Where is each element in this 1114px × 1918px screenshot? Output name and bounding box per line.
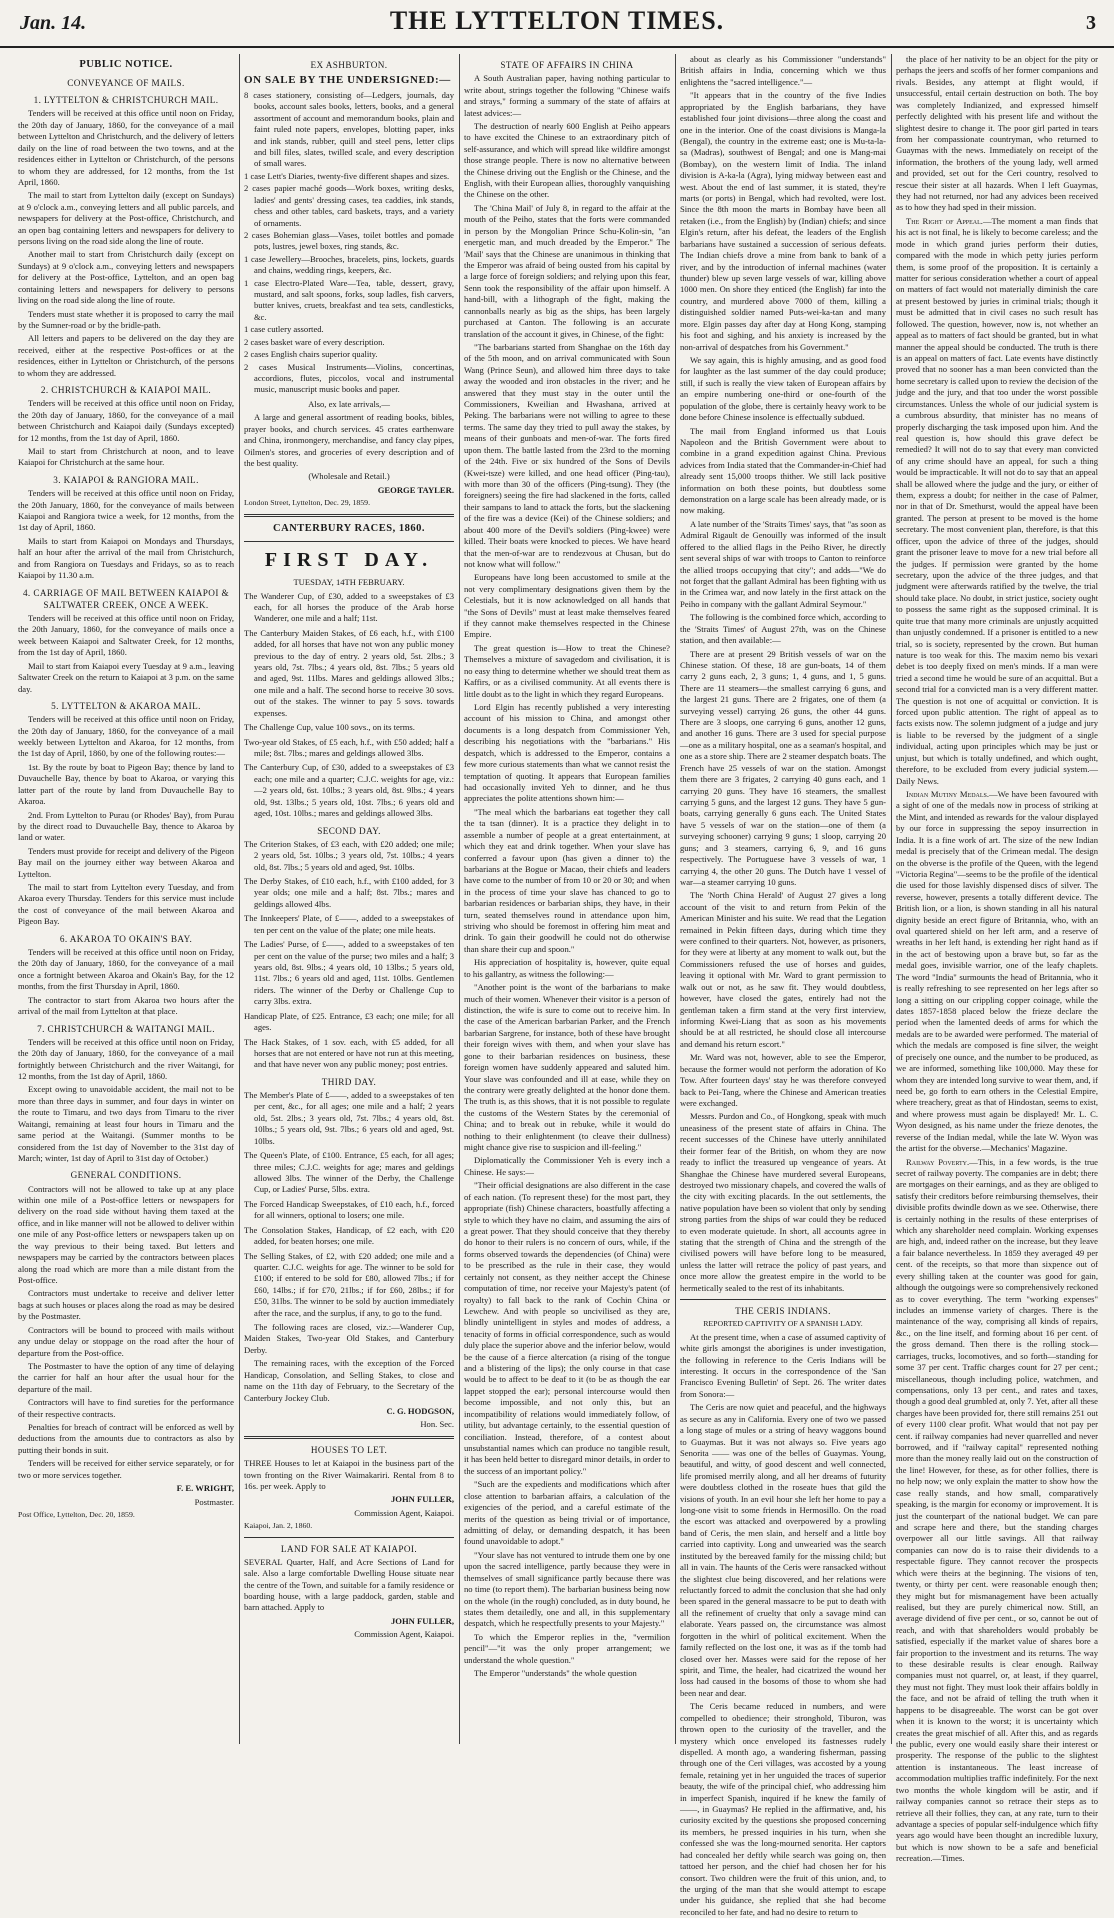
paragraph: The great question is—How to treat the Chinese? Themselves a mixture of savagedom and civilisation, it is no easy thing to determine whether we should treat them as Kaffirs, or as a civilised community. At all events there is little doubt as to the light in which they regard Europeans. [464,642,670,699]
paragraph-text: —This, in a few words, is the true secret of railway poverty. The companies are in debt; there are mortgages on their earnings, and as they are obliged to satisfy their creditors before reimbursing themselves, their divisible profits dwindle down as we see. Otherwise, there is certainly nothing in the results of these enterprises of which any shareholder need complain. Working expenses are high, and, indeed rather on the increase, but they leave a fair balance nevertheless. In 1859 they averaged 49 per cent. of the receipts, so that more than sixpence out of every shilling taken at the counter was good for gain, although the outgoings were so comprehensively reckoned as to cover everything. The term "working expenses" includes an immense variety of charges. There is the maintenance of the way, comprising all kinds of repairs, &c., on the line itself, and forming about 16 per cent. of the gross demand. Then there is the rolling stock—carriages, trucks, locomotives, and so forth—standing for some 37 per cent. Traffic charges count for 27 per cent.; miscellaneous, though including police, watchmen, and compensations, only 13 per cent., and rates and taxes, though a good deal grumbled at, only 7. Yet, after all these charges have been provided for, there still remains 251 out of every 1100 clear profit. What would that not pay per cent. if railway companies had never quarrelled and never borrowed, and if "railway capital" represented nothing more than the money really laid out on the construction of the line! However, for these, as for other follies, there is no help now; we only explain the matter to show how the case really stands, and how small, comparatively speaking, is the margin for economy or improvement. It is just the counterpart of the national budget. We can pare and scrape here and there, but the standing charges overpower all our little savings. All that railway companies can now do is to raise their dividends to a respectable figure. They cannot recover the prospects which were theirs at the beginning. The visions of ten, twenty, or thirty per cent. were reasonable enough then; they might but for mismanagement have been actually realised, but they are purely chimerical now. Still, an average dividend of five per cent., or so, cannot be out of reach, and with that shareholders would probably be satisfied, especially if the market value of shares bore a fair proportion to the investment and its returns. The way to these desirable results is clear enough. Railway companies must not quarrel, or, at least, if they quarrel, they must not fight. They must look their affairs boldly in the face, and not be afraid of telling the truth when it happens to be disagreeable. The worst can be got over when it is known to the worst; it is uncertainty which creates the great mischief of all. After this, and as regards the public, every one would easily share their interest or prosperity. The response of the public to the slightest attention is instantaneous. The least increase of accommodation multiplies traffic indefinitely. For the next two months the whole kingdom will be astir, and if railway companies cannot so retrace their steps as to retrieve all their follies, they can, at any rate, turn to their advantage a species of popular self-indulgence which fifty years ago would have been thought an incredible luxury, but which is now shown to be a safe and beneficial recreation.—Times. [896,1156,1099,1864]
paragraph: Tenders will be received at this office until noon on Friday, the 20th day of January, 1860, for the conveyance of a mail between Christchurch and Kaiapoi daily (Sundays excepted) for 12 months, from the 1st day of April, 1860. [18,398,234,443]
paragraph: The Ceris are now quiet and peaceful, and the highways as secure as any in California. Every one of two we passed a long stage of mules or a string of heavy waggons bound to Guaymas. But it was not always so. Five years ago Senorita —— was one of the belles of Guaymas. Young, beautiful, and witty, of good descent and well connected, life promised merrily along, and all her dreams of futurity were doubtless clothed in the roseate hues that gild the visions of youth. In an evil hour she left her home to pay a long-one visit to some friends in Hermosillo. On the road the escort was attacked and overpowered by a prowling band of Ceris, the men slain, and herself and a little boy carried into captivity. Long and unwearied was the search instituted by the bereaved family for the missing child; but all in vain. The haunts of the Ceris were ransacked without the slightest clue being discovered, and her relations were reluctantly forced to admit the conclusion that she had only been spared in the general massacre to be put to death with all the refinement of cruelty that only a savage mind can elaborate. Years passed on, the circumstance was almost forgotten in the whirl of political excitement. When the family reflected on the lost one, it was as if the tomb had closed over her. Masses were said for the repose of her spirit, and Time, the healer, had cicatrized the wound her loss had caused in the bosoms of those to whom she had been near and dear. [680,1402,886,1698]
article-title: STATE OF AFFAIRS IN CHINA [500,60,634,70]
paragraph: The contractor to start from Akaroa two hours after the arrival of the mail from Lyttelton at that place. [18,994,234,1017]
paragraph: The 'North China Herald' of August 27 gives a long account of the visit to and return from Pekin of the American Minister and his suite. We read that the Legation remained in Pekin fifteen days, during which time they were confined to their quarters. Not, however, as prisoners, for they were at liberty at any moment to walk out, but the Commissioners refused the use of horses and guides, leaving it optional with Mr. Ward to grant permission to walk out or not, as he saw fit. They would doubtless, however, have closed the gates, entirely had not the gentleman taken a firm stand at the very first interview, informing Kwei-Liang that as soon as his movements should be at all restricted, he should close all intercourse and demand his return escort." [680,890,886,1049]
notice-subheading: CONVEYANCE OF MAILS. [67,77,185,88]
divider [244,514,454,517]
ad-heading: HOUSES TO LET. [310,1444,388,1455]
ad-heading: LAND FOR SALE AT KAIAPOI. [280,1543,418,1554]
sale-item: 2 cases English chairs superior quality. [244,349,378,360]
race-list-day-3 [244,1090,454,1319]
section-title: 4. CARRIAGE OF MAIL BETWEEN KAIAPOI & SALTWATER CREEK, ONCE A WEEK. [22,587,230,610]
masthead [0,0,1114,48]
race-list-day-1 [244,591,454,820]
paragraph: Tenders will be received at this office until noon on Friday, the 20th day of January, 1860, for the conveyance of a mail weekly between Lyttelton and Akaroa, for 12 months, from the 1st day of April, 1860, by one of the following routes:— [18,714,234,759]
paragraph: Mr. Ward was not, however, able to see the Emperor, because the former would not perform the adoration of Ko Tow. After fourteen days' stay he was therefore conveyed back to Pei-Tang, where the Chinese and American treaties were exchanged. [680,1052,886,1108]
paragraph: "Another point is the wont of the barbarians to make much of their women. Whenever their visitor is a person of distinction, the wife is sure to come out to receive him. In the case of the American barbarian Parker, and the French barbarian Sargrene, for instance, both of these have brought their foreign wives with them, and when your slave has gone to their barbarian residences on business, these foreign women have suddenly appeared and saluted him. Your slave was confounded and ill at ease, while they on the contrary were greatly delighted at the honor done them. The truth is, as this shows, that it is not possible to regulate the customs of the Western States by the ceremonial of China; and to break out in rebuke, while it would do nothing to their enlightenment (to cleave their dullness) might chance give rise to suspicion and ill-feeling." [464,982,670,1153]
column-3-china-article [460,54,674,1744]
paragraph: The following is the combined force which, according to the 'Straits Times' of August 27th, was on the Chinese station, and then available:— [680,612,886,646]
paragraph: "It appears that in the country of the five Indies appropriated by the English barbarians, they have established four joint divisions—three along the coast and one in the interior. One of the coast divisions is Manga-la (Bengal), the country in the extreme east; one is Mu-ta-la-sa (Madras), southwest of Bengal; and one is Mang-mai (Bombay), on the western limit of India. The inland division is A-ka-la (Agra), lying midway between east and west. About the end of last summer, it is stated, they're marts (or ports) in Bengal, which had revolted, were lost. Since the 8th moon the marts in Bombay have been all retaken (i.e., from the English) by (Indian) chiefs; and since Elgin's return, after his defeat, the leaders of the English barbarians have sustained a succession of serious defeats. The Indian chiefs drove a mine from bank to bank of a river, and by the introduction of infernal machines (water thunder) blew up seven large vessels of war, killing above 1000 men. On shore they enticed (the English) far into the country, and murdered above 7000 of them, killing a distinguished soldier named Puts-wei-ka-tan and many more. Elgin passes day after day at Hong Kong, stamping his foot and sighing, and his anxiety is increased by the non-arrival of despatches from his Government." [680,90,886,352]
paragraph: the place of her nativity to be an object for the pity or perhaps the jeers and scoffs of her former companions and rivals. Besides, any attempt at flight would, if unsuccessful, entail certain destruction on both. The boy was completely Indianized, and expressed himself perfectly delighted with his present life and without the slightest desire to change it. The poor girl parted in tears from her compassionate countryman, who returned to Guaymas with the news. Immediately on receipt of the information, the brothers of the young lady, well armed and provided, set out for the Ceri country, resolved to rescue their sister at all hazards. When I left Guaymas, they had not returned, nor had any advices been received as to how they had sped in their mission. [896,54,1098,213]
paragraph: The Postmaster to have the option of any time of delaying the carrier for half an hour after the usual hour for the departure of the mail. [18,1360,234,1394]
paragraph [896,789,1098,1155]
paragraph: All letters and papers to be delivered on the day they are received, either at the respective Post-offices or at the residences, either in Lyttelton or Christchurch, of the persons to whom they are addressed. [18,333,234,378]
signature-place: Kaiapoi, Jan. 2, 1860. [244,1521,313,1531]
paragraph: Tenders will be received for either service separately, or for two or more services together. [18,1458,234,1480]
paragraph-lead: Railway Poverty. [906,1156,970,1167]
paragraph: The mail from England informed us that Louis Napoleon and the British Government were about to combine in a grand expedition against China. Previous advices from India stated that the Commander-in-Chief had already sent 15,000 troops thither. We still lack positive information on both these points, but doubtless some demonstration on a large scale has been already made, or is now making. [680,425,886,516]
paragraph: A large and general assortment of reading books, bibles, prayer books, and church services. 45 crates earthenware and China, ironmongery, merchandise, and fancy clay pipes, Oilmen's stores, and groceries of every description and of the best quality. [244,412,454,468]
paragraph [896,1157,1098,1865]
race-date: TUESDAY, 14TH FEBRUARY. [293,577,405,588]
paragraph: A late number of the 'Straits Times' says, that "as soon as Admiral Rigault de Genouilly was informed of the insult offered to the allied flags in the Peiho River, he directly sent several ships of war with troops to Canton to reinforce the allied troops occupying that city"; and adds—"We do not forget that the gallant Admiral has been fighting with us in the Crimea war, and now lately in the first attack on the Peiho in company with the gallant Admiral Seymour." [680,518,886,609]
sale-item: 1 case Electro-Plated Ware—Tea, table, dessert, gravy, mustard, and salt spoons, forks, soup ladles, fish carvers, butter knives, cruets, breakfast and tea sets, candlesticks, &c. [244,277,454,322]
paragraph: Tenders must state whether it is proposed to carry the mail by the Sumner-road or by the bridle-path. [18,308,234,331]
paragraph: about as clearly as his Commissioner "understands" British affairs in India, concerning which we thus enlightens the "sacred intelligence."— [680,54,886,87]
paragraph: "Your slave has not ventured to intrude them one by one upon the sacred intelligence, partly because they were in themselves of small significance partly because there was no time (to report them). The barbarian business being now on the whole (in the rough) concluded, as in duty bound, he states them detailedly, one and all, in this supplementary despatch, which he respectfully presents to your Majesty." [464,1549,670,1629]
paragraph: Tenders will be received at this office until noon on Friday, the 20th day of January, 1860, for the conveyance of a mail once a fortnight between Akaroa and Okain's Bay, for the 12 months, from the first Thursday in April, 1860. [18,946,234,992]
sale-item: 2 cases Bohemian glass—Vases, toilet bottles and pomade pots, lustres, jewel boxes, ring stands, &c. [244,229,454,252]
signature: JOHN FULLER, [390,1615,454,1626]
signature-title: Commission Agent, Kaiapoi. [354,1507,454,1518]
column-5-articles [892,54,1102,1864]
race-entry: The Forced Handicap Sweepstakes, of £10 each, h.f., forced for all winners, optional to losers; one mile. [244,1198,454,1221]
race-entry: The Canterbury Cup, of £30, added to a sweepstakes of £3 each; one mile and a quarter; C.J.C. weights for age, viz.:—2 years old, 6st. 10lbs.; 3 years old, 8st. 9lbs.; 4 years old, 9st. 13lbs.; 5 years old, 10st. 7lbs.; 6 years old and aged, 10st. 10lbs.; mares and geldings allowed 3lbs. [244,762,454,819]
paragraph: Contractors must undertake to receive and deliver letter bags at such houses or places along the road as may be desired by the Postmaster. [18,1288,234,1322]
race-entry: The Member's Plate of £——, added to a sweepstakes of ten per cent, &c., for all ages; one mile and a half; 2 years old, 5st. 2lbs.; 3 years old, 7st. 7lbs.; 4 years old, 8st. 10lbs.; 5 years old, 9st. 7lbs.; 6 years old and aged, 9st. 10lbs. [244,1090,454,1146]
paragraph: The 'China Mail' of July 8, in regard to the affair at the mouth of the Peiho, states that the forts were commanded in person by the Mongolian Prince Schu-Kolin-sin, "an energetic man, and much dreaded by the Emperor." The 'Mail' says that the Chinese are unanimous in thinking that the Emperor was afraid of being ousted from his capital by a large force of foreign soldiers; and relying upon this fear, Senn took the responsibility of the affair upon himself. A hand-bill, with a lithograph of the fight, making the cannonballs nearly as big as the ships, has been largely purchased at Canton. The following is an accurate translation of the account it gives, in Chinese, of the fight: [464,202,670,339]
sale-item: 1 case cutlery assorted. [244,324,324,335]
race-entry: The Wanderer Cup, of £30, added to a sweepstakes of £3 each, for all horses the produce of the Arab horse Wanderer, one mile and a half; 11st. [244,590,454,624]
column-1-mail-notice [14,54,238,1744]
page-number: 3 [1086,12,1096,34]
paragraph: We say again, this is highly amusing, and as good food for laughter as the last summer of the day could produce; still, if such is really the view taken of European affairs by an empire numbering one-third or one-fourth of the population of the globe, there is certainly heavy work to be done before Chinese insolence is effectually subdued. [680,354,886,423]
paragraph-text: —We have been favoured with a sight of one of the medals now in process of striking at the Mint, and intended as rewards for the valour displayed by our force in suppressing the sepoy insurrection in India. It is a fine work of art. The size of the new Indian medal is precisely that of the Crimean medal. The design on the obverse is the profile of the Queen, with the legend "Victoria Regina"—seems to be the profile of the identical die used for those lavishly dispensed discs of silver. The reverse, however, presents a totally different device. The British lion, or a lion, is shown standing in all his natural dignity beside an erect figure of Britannia, who, with an oval quartered shield on her left arm, and a reserve of wreaths in her left hand, is extending her right hand as if in the act of bestowing upon a brave but, so far as the medal goes, invisible warrior, one of the leafy chaplets. The word "India" surmounts the head of Britannia, who it is really refreshing to see represented on her legs after so long a sitting on our crippling copper coinage, while the dates 1857-1858 placed below the frieze declare the period when the lamented deeds of arms for which the medals are to be awarded were performed. The material of which the medals are composed is fine silver, the weight of precisely one ounce, and the number to be produced, as we are informed, something like 100,000. May these for whom they are intended long survive to wear them, and, if need be, go forth to earn others in the Celestial Empire, where treachery, great as that of Hindostan, seems to exist, and where prowess must again be displayed! Mr. L. C. Wyon designed, as his name under the frieze denotes, the reverse of the Indian medal, while the late W. Wyon was the artist for the obverse.—Mechanics' Magazine. [896,789,1098,1154]
sale-item: 1 case Lett's Diaries, twenty-five different shapes and sizes. [244,170,450,181]
signature: JOHN FULLER, [390,1494,454,1505]
signature-title: Hon. Sec. [420,1419,454,1430]
paragraph: Mail to start from Christchurch at noon, and to leave Kaiapoi for Christchurch at the same hour. [18,446,234,468]
paragraph: At the present time, when a case of assumed captivity of white girls amongst the aborigines is under investigation, the following in reference to the Ceris Indians will be interesting. It occurs in the correspondence of the 'San Francisco Evening Bulletin' of Sept. 26. The writer dates from Sonora:— [680,1331,886,1399]
paragraph: To which the Emperor replies in the, "vermilion pencil"—"it was the only proper arrangement; we understand the whole question." [464,1631,670,1665]
day-heading: SECOND DAY. [317,825,381,836]
section-title: GENERAL CONDITIONS. [70,1170,182,1181]
sale-item: 1 case Jewellery—Brooches, bracelets, pins, lockets, guards and chains, wedding rings, keepers, &c. [244,253,454,276]
column-4-articles [676,54,890,1917]
also-label: Also, ex late arrivals,— [308,398,390,409]
paragraph: Contractors will be bound to proceed with mails without any undue delay or stoppage on the road after the hour of departure from the Post-office. [18,1324,234,1358]
signature-title: Postmaster. [194,1496,234,1507]
sale-item: 8 cases stationery, consisting of—Ledgers, journals, day books, account sales books, letters, books, and a general assortment of account and memorandum books, plain and faint ruled note papers, envelopes, blotting paper, inks and ink stands, rubber, quill and steel pens, letter clips and bill files, slates, twilled scale, and every description of small wares. [244,89,454,169]
paragraph: The destruction of nearly 600 English at Peiho appears to have excited the Chinese to an extraordinary pitch of self-assurance, and which will spread like wildfire amongst those strange people. There is now no alternative between the Chinese driving out the English or the Chinese, and the English, with their European allies, thoroughly vanquishing the Chinese on the other. [464,120,670,200]
issue-date: Jan. 14. [20,12,87,34]
race-entry: The Criterion Stakes, of £3 each, with £20 added; one mile; 2 years old, 5st. 10lbs.; 3 years old, 7st. 10lbs.; 4 years old, 8st. 7lbs.; 5 years old and aged, 9st. 10lbs. [244,838,454,872]
divider [244,1436,454,1439]
race-list-day-2 [244,839,454,1071]
article-body [680,54,886,1294]
paragraph: Lord Elgin has recently published a very interesting account of his mission to China, and amongst other documents is a long despatch from Commissioner Yeh, describing his negotiations with the "barbarians." His despatch, which is addressed to the Emperor, contains a few more curious statements than what we cannot resist the temptation of quoting. It appears that European families had occasionally invited Yeh to dinner, and he thus appreciates the polite attentions shown him:— [464,702,670,804]
paragraph: Contractors will not be allowed to take up at any place within one mile of a Post-office letters or newspapers for delivery on the road side without having them taxed at the office, and in like manner will not be allowed to deliver within one mile of any Post-office letters or newspapers taken up on the way previous to their being taxed. But letters and newspapers may be carried by the contractors between places along the road which are more than a mile distant from the Post-office. [18,1183,234,1285]
paragraph: Contractors will have to find sureties for the performance of their respective contracts. [18,1397,234,1419]
article-title: THE CERIS INDIANS. [735,1306,831,1317]
section-title: 5. LYTTELTON & AKAROA MAIL. [51,700,201,711]
article-body [896,54,1098,214]
paragraph: The Emperor "understands" the whole question [474,1668,637,1679]
day-heading: FIRST DAY. [264,548,434,571]
signature-place: Post Office, Lyttelton, Dec. 20, 1859. [18,1510,135,1520]
signature-title: Commission Agent, Kaiapoi. [354,1629,454,1640]
paragraph: Tenders will be received at this office until noon on Friday, the 20th January, 1860, for the conveyance of mails once a week between Kaiapoi and Saltwater Creek, for 12 months, from the 1st day of April, 1860. [18,612,234,658]
divider [244,1537,454,1538]
section-title: 2. CHRISTCHURCH & KAIAPOI MAIL. [40,385,212,396]
paragraph: Another mail to start from Christchurch daily (except on Sundays) at 9 o'clock a.m., conveying letters and newspapers for delivery at the Post-office, Lyttelton, and an open bag containing letters and newspapers for delivery to persons living on the road side along the line of route. [18,249,234,306]
race-entry: The Innkeepers' Plate, of £——, added to a sweepstakes of ten per cent on the value of the plate; one mile heats. [244,913,454,935]
paragraph: Except owing to unavoidable accident, the mail not to be more than three days in summer, and four days in winter on the route to Timaru, and two days from Timaru to the river Waitangi, remaining at least four hours in Timaru and the same period at the Waitangi. (Summer months to be considered from the 1st day of November to the 31st day of March; winter, 1st day of April to 31st day of October.) [18,1084,234,1163]
paragraph: The Ceris became reduced in numbers, and were compelled to obedience; their stronghold, Tiburon, was thrown open to the curiosity of the traveller, and the mystery which once enveloped its fastnesses rudely dispelled. A month ago, a wandering fisherman, passing through one of the Ceri villages, was accosted by a young female, retaining yet in her unguided the traces of superior beauty, the wife of the principal chief, who addressing him in imperfect Spanish, inquired if he knew the family of ——, in Guaymas? He replied in the affirmative, and, his curiosity excited by the questions she proposed concerning its members, he pressed inquiries in his turn, when she confessed she was the long-mourned senorita. Her captors had concealed her deftly while search was going on, then tattoed her person, and the chief had chosen her for his consort. Two children were the fruit of this union, and, to the urging of the man that she would attempt to escape under his guidance, she replied that she had become reconciled to her fate, and had no desire to return to [680,1701,886,1917]
paragraph: THREE Houses to let at Kaiapoi in the business part of the town fronting on the River Waimakariri. Rental from 8 to 16s. per week. Apply to [244,1458,454,1491]
signature: C. G. HODGSON, [386,1406,454,1416]
race-entry: The Derby Stakes, of £10 each, h.f., with £100 added, for 3 year olds; one mile and a half; 8st. 7lbs.; mares and geldings allowed 4lbs. [244,876,454,909]
signature-place: London Street, Lyttelton, Dec. 29, 1859. [244,498,371,508]
race-entry: The Consolation Stakes, Handicap, of £2 each, with £20 added, for beaten horses; one mile. [244,1224,454,1247]
race-entry: Two-year old Stakes, of £5 each, h.f., with £50 added; half a mile; 8st. 7lbs.; mares and geldings allowed 3lbs. [244,736,454,759]
paragraph: "Their official designations are also different in the case of each nation. (To represent these) for the most part, they appropriate (fish) Chinese characters, boastfully affecting a style to which they have no claim, and assuming the airs of a great power. That they should conceive that they thereby do honor to their rulers is no concern of ours, while, if the forms observed towards the dependencies (of China) were to be prescribed as the rule in their case, they would certainly not consent, as they neither accept the Chinese computation of time, nor receive your Majesty's patent (of royalty) to fall back to the rank of Cochin China or Lewchew. And with people so uncivilised as they are, blindly unintelligent in styles and modes of address, a tenacity of forms in official correspondence, such as would duly place the superior above and the inferior below, would be the cause of a fierce altercation (a rising of the tongue and a blistering of the lips); the only course in that case would be to affect to be deaf to it (to be as though the ear lappet stopped the ear); personal intercourse would then become impossible, and not only this, but an incompatibility of relations would immediately follow, of utility, but advantage certainly, to the essential question of conciliation. Instead, therefore, of a contest about unsubstantial names which can produce no tangible result, it has been held better to disregard minor details, in order to the success of an important policy." [464,1180,670,1476]
signature: GEORGE TAYLER. [377,484,454,495]
race-entry: The Queen's Plate, of £100. Entrance, £5 each, for all ages; three miles; C.J.C. weights for age; mares and geldings allowed 3lbs. The winner of the Derby, the Challenge Cup, or Ladies' Purse, 5lbs. extra. [244,1150,454,1195]
paragraph [896,216,1098,787]
paragraph: "The barbarians started from Shanghae on the 16th day of the 5th moon, and on arrival communicated with Soun Wang (Prince Seun), and allowed him three days to take away the wooded and iron obstacles in the river; and he answered that they must stay in the outer until the Commissioners, Kweilian and Hwashana, arrived at Peking. The barbarians were not willing to agree to these terms. The same day they tried to pull away the stakes, by means of their gunboats and men-of-war. The forts fired upon them. The battle lasted from the 23rd to the morning of the 24th. Five or six hundred of the Sons of Devils (Kwei-tsze) were killed, and one head officer (Ping-tau), with more than 30 of the officers (Ping-tsung). They (the foreigners) seeing the fire had slackened in the forts, called their sampans to land to attack the forts, but the slackening of the fire was a device (Kei) of the Chinese soldiers; and about 400 more of the Devil's soldiers (Ping-kwee) were killed. Their boats were knocked to pieces. We have heard that the men-of-war are to rendezvous at Chusan, but do not know what will follow." [464,341,670,569]
sale-item: 2 cases papier maché goods—Work boxes, writing desks, ladies' and gents' dressing cases, tea caddies, ink stands, chess and other tables, card baskets, trays, and a variety of ornaments. [244,183,454,228]
divider [244,541,454,542]
paragraph-lead: The Right of Appeal. [906,215,983,226]
sale-intro: ON SALE BY THE UNDERSIGNED:— [244,74,451,87]
race-entry: The Canterbury Maiden Stakes, of £6 each, h.f., with £100 added, for all horses that have not won any public money previous to the day of entry. 2 years old, 5st. 2lbs.; 3 years old, 7st. 7lbs.; 4 years old, 8st. 7lbs.; 5 years old and aged, 9st. 11lbs. Mares and geldings allowed 3lbs.; one mile and a half. The second horse to receive 30 sovs. out of the stakes. The winner to pay 5 sovs. towards expenses. [244,627,454,718]
section-title: 3. KAIAPOI & RANGIORA MAIL. [53,474,199,485]
sale-item: 2 cases basket ware of every description. [244,336,385,347]
paragraph: The remaining races, with the exception of the Forced Handicap, Consolation, and Selling Stakes, to close and name on the 11th day of February, to the Secretary of the Canterbury Jockey Club. [244,1358,454,1403]
paragraph: A South Australian paper, having nothing particular to write about, strings together the following "Chinese waifs and strays," forming a summary of the state of affairs at latest advices:— [464,73,670,118]
race-entry: The Selling Stakes, of £2, with £20 added; one mile and a quarter. C.J.C. weights for age. The winner to be sold for £100; if entered to be sold for £80, allowed 7lbs.; if for £60, 14lbs.; if for £70, 21lbs.; if for £60, 28lbs.; if for £50, 31lbs. The winner to be sold by auction immediately after the race, and the surplus, if any, to go to the fund. [244,1250,454,1318]
sale-items-list [244,90,454,396]
paragraph: Tenders will be received at this office until noon on Friday, the 20th January, 1860, for the conveyance of mails between Kaiapoi and Rangiora twice a week, for 12 months, from the 1st day of April, 1860. [18,488,234,533]
paragraph: The following races are closed, viz.:—Wanderer Cup, Maiden Stakes, Two-year Old Stakes, and Canterbury Derby. [244,1322,454,1355]
paragraph: "The meal which the barbarians eat together they call the ta tsan (dinner). It is a practice they delight in to assemble a number of people at a great entertainment, at which they eat and drink together. When your slave has conferred a favour upon (has given a dinner to) the barbarians at the Bogue or Macao, their chiefs and leaders have come to the number of from 10 or 20 or 30; and when in the process of time your slave has chanced to go to barbarian residences or barbarian ships, they have, in their turn, seated themselves round in attendance upon him, striving who should be foremost in offering him meat and drink. To gain their goodwill he could not do otherwise than share their cup and spoon." [464,806,670,954]
section-title: 7. CHRISTCHURCH & WAITANGI MAIL. [37,1023,215,1034]
paragraph: Penalties for breach of contract will be enforced as well by deductions from the amounts due to contractors as also by putting their bonds in suit. [18,1422,234,1455]
paragraph: Mails to start from Kaiapoi on Mondays and Thursdays, half an hour after the arrival of the mail from Christchurch, and from Rangiora on Tuesdays and Fridays, so as to reach Kaiapoi by 11.30 a.m. [18,535,234,581]
paragraph: Messrs. Purdon and Co., of Hongkong, speak with much uneasiness of the present state of affairs in China. The recent successes of the Chinese have utterly annihilated their former fear of the British, on whom they are now ready to inflict the treasured up vengeance of years. At Shanghae the Chinese have murdered several Europeans, destroyed two missionary chapels, and covered the walls of the city with exciting placards. In the out settlements, the native population have been so violent that only by sending strong parties from the ships of war could they be reduced to even moderate quietude. In short, all accounts agree in stating that the strength of China and the strength of the civilised powers will have before long to be measured, unless the latter will retrace the policy of past years, and once more allow the greatest empire in the world to be hermetically sealed to the rest of its inhabitants. [680,1111,886,1293]
article-body [680,1332,886,1918]
paragraph: The mail to start from Lyttelton daily (except on Sundays) at 9 o'clock a.m., conveying letters and all public parcels, and newspapers for delivery at the Post-office, Christchurch, and an open bag containing letters and newspapers for delivery to persons living on the road side along the line of route. [18,190,234,247]
race-entry: Handicap Plate, of £25. Entrance, £3 each; one mile; for all ages. [244,1010,454,1033]
paragraph: 2nd. From Lyttelton to Purau (or Rhodes' Bay), from Purau by the direct road to Duvauchelle Bay, thence to Akaroa by land or water. [18,809,234,843]
paragraph: Europeans have long been accustomed to smile at the not very complimentary designations given them by the Celestials, but it is now acknowledged on all hands that "the Sons of Devils" must at least make themselves feared if they cannot make themselves respected in the Chinese Empire. [464,572,670,640]
paragraph: Tenders will be received at this office until noon on Friday, the 20th day of January, 1860, for the conveyance of a mail between Lyttelton and Christchurch, and the delivery of letters daily on the line of road between the two towns, and at the residences either in Lyttelton or Christchurch, of the persons to whom they are addressed, for 12 months, from the 1st April, 1860. [18,108,234,187]
divider [680,1299,886,1300]
race-entry: The Challenge Cup, value 100 sovs., on its terms. [244,722,415,733]
section-title: 6. AKAROA TO OKAIN'S BAY. [59,933,193,944]
race-entry: The Ladies' Purse, of £——, added to a sweepstakes of ten per cent on the value of the purse; two miles and a half; 3 years old, 8st. 9lbs.; 4 years old, 10 13lbs.; 5 years old, 11st. 7lbs.; 6 years old and aged, 11st. 10lbs. Gentlemen riders. The winner of the Derby or Challenge Cup to carry 3lbs. extra. [244,939,454,1007]
paragraph: SEVERAL Quarter, Half, and Acre Sections of Land for sale. Also a large comfortable Dwelling House situate near the centre of the Town, and suitable for a family residence or boarding house, with a large paddock, garden, stable and barn attached. Apply to [244,1556,454,1613]
day-heading: THIRD DAY. [321,1076,377,1087]
notice-heading: PUBLIC NOTICE. [79,59,173,70]
article-body [464,73,670,1679]
paragraph: Tenders will be received at this office until noon on Friday, the 20th day of January, 1860, for the conveyance of a mail fortnightly between Christchurch and the river Waitangi, for 12 months, from the 1st day of April, 1860. [18,1036,234,1082]
paragraph: His appreciation of hospitality is, however, quite equal to his gallantry, as witness the following:— [464,957,670,979]
race-entry: The Hack Stakes, of 1 sov. each, with £5 added, for all horses that are not entered or have not run at this meeting, and that have never won any public money; post entries. [244,1036,454,1070]
ad-heading: EX ASHBURTON. [310,60,388,70]
section-title: 1. LYTTELTON & CHRISTCHURCH MAIL. [33,95,219,106]
column-2-advertisements [240,54,458,1744]
paragraph-lead: Indian Mutiny Medals. [906,789,990,799]
races-heading: CANTERBURY RACES, 1860. [273,522,425,534]
paragraph-text: —The moment a man finds that his act is not final, he is likely to become careless; and the mode in which grand juries perform their duties, compared with the mode in which petty juries perform them, is some proof of the proposition. It is certainly a matter for serious consideration whether a court of appeal on matters of fact would not materially diminish the care at present bestowed by juries in criminal trials; though it must be admitted that in civil cases no such result has followed. The question, however, now is, not whether an appeal as to matters of fact should be granted, but in what manner the appeal should be conducted. The truth is there is an appeal on matters of fact. Late events have distinctly proved that no sooner has a man been convicted than the home secretary is called upon to review the decision of the judge and the jury, and that too under the worst possible circumstances. Unless the whole of our judicial system is a cumbrous absurdity, that minister has no means of properly discharging the task imposed upon him. And the real question is, how should this grave defect be remedied? It will not do to say that every man convicted of any crime should have an appeal, for such a thing would be impracticable. It will not do to say that an appeal shall be allowed where the judge and the jury, or either of them, express a doubt; for neither in the case of Palmer, nor in that of Dr. Smethurst, would the appeal have been granted. The person at present to be moved is the home secretary. The most convenient plan, therefore, is that this officer, upon the advice of three of the judges, should grant the prisoner leave to move for a new trial before all the judges. If permission were granted by the home secretary, upon the advice of the three judges, and that judgment were afterwards ratified by the twelve, the trial should take place. No doubt, in strict justice, society ought to possess the same right as the supposed criminal. It is quite true that many more criminals are unjustly acquitted than unjustly condemned. If a prisoner is entitled to a new trial, so is society, represented by the crown. But human nature is too weak for this. The maxim nemo bis vexari debet is too deeply fixed on men's minds. If a man were tried a second time he would be sure of an acquittal. But a second trial for a convicted man is a very different matter. The question is not one of acquittal or conviction. It is forced upon public attention. The right of appeal as to facts exists now. The solemn judgment of a judge and jury is liable to be reversed by the judgment of a single individual, acting upon principles which may be just or unjust, but which is totally undefined, and which ought, therefore, to be excluded from every judicial system.—Daily News. [896,215,1098,786]
paragraph: Diplomatically the Commissioner Yeh is every inch a Chinese. He says:— [464,1155,670,1177]
paragraph: 1st. By the route by boat to Pigeon Bay; thence by land to Duvauchelle Bay, thence by boat to Akaroa, or varying this latter part of the route by land from Duvauchelle Bay to Akaroa. [18,761,234,807]
paragraph: "Such are the expedients and modifications which after close attention to barbarian affairs, a calculation of the exigencies of the period, and a careful estimate of the merits of the question as being trivial or of importance, admitting of delay, or demanding despatch, it has been found unavoidable to adopt." [464,1479,670,1547]
article-subtitle: REPORTED CAPTIVITY OF A SPANISH LADY. [703,1319,863,1329]
signature: F. E. WRIGHT, [176,1483,234,1494]
sale-item: 2 cases Musical Instruments—Violins, concertinas, accordions, flutes, piccolos, vocal and instrumental music, manuscript music books and paper. [244,361,454,395]
newspaper-title: THE LYTTELTON TIMES. [389,6,725,35]
paragraph: Tenders must provide for receipt and delivery of the Pigeon Bay mail on the journey either way between Akaroa and Lyttelton. [18,845,234,879]
paragraph: The mail to start from Lyttelton every Tuesday, and from Akaroa every Thursday. Tenders for this service must include the cost of conveyance of the mail between Akaroa and Pigeon Bay. [18,882,234,927]
paragraph: Mail to start from Kaiapoi every Tuesday at 9 a.m., leaving Saltwater Creek on the return to Kaiapoi at 3 p.m. on the same day. [18,660,234,694]
paragraph: There are at present 29 British vessels of war on the Chinese station. Of these, 18 are gun-boats, 14 of them carry 2 guns each, 2, 3 guns; 1, 4 guns, and 1, 5 guns. There are 11 steamers—the smallest carrying 6 guns, and the largest 21 guns. There are 2 frigates, one of them (a surveying vessel) carrying 26 guns, the other 44 guns. There are 3 sloops, one carrying 6 guns, another 12 guns, and another 16 guns. There are 3 used for special purpose—one as a military hospital, one as a seaman's hospital, and one as a store ship. There are 2 steamer despatch boats. The French have 25 vessels of war on the station. Amongst them there are 3 frigates, 2 carrying 40 guns each, and 1 carrying 20 guns. They have 16 steamers, the smallest carrying 5 guns, and the largest 12 guns. They have 5 gun-boats, carrying generally 6 guns each. The United States have 5 vessels of war on the station—one of them (a surveying schooner) carrying 9 guns; 1 sloop, carrying 20 guns; and 3 steamers, carrying 6, 9, and 16 guns respectively. The Portuguese have 3 vessels of war, 1 carrying 4, the other 20 guns. The Dutch have 1 vessel of war—a steamer carrying 10 guns. [680,648,886,887]
wholesale-note: (Wholesale and Retail.) [308,471,390,482]
